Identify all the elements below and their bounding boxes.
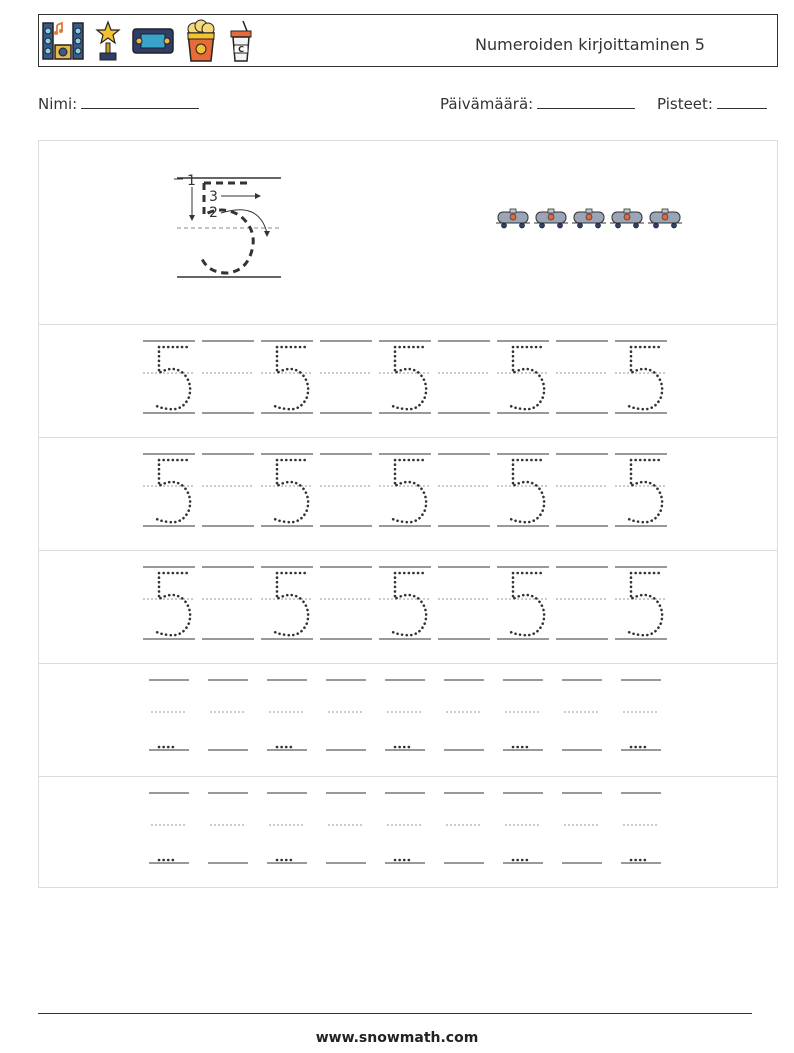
writing-cell[interactable] <box>320 454 372 526</box>
writing-cell[interactable] <box>444 680 484 750</box>
writing-lines <box>39 325 777 438</box>
trace-row <box>39 437 777 551</box>
tank-wagon-icon <box>571 207 607 229</box>
vhs-tape-icon <box>131 19 175 63</box>
writing-cell[interactable] <box>556 454 608 526</box>
stroke-label-3: 3 <box>209 189 218 205</box>
writing-cell[interactable] <box>385 793 425 863</box>
writing-cell[interactable] <box>202 454 254 526</box>
footer-url[interactable]: www.snowmath.com <box>315 1030 479 1046</box>
traceable-digit-cell[interactable] <box>615 567 667 639</box>
blank-practice-row <box>39 663 777 777</box>
date-line[interactable] <box>537 94 635 109</box>
blank-practice-row <box>39 776 777 890</box>
writing-cell[interactable] <box>621 680 661 750</box>
worksheet-header <box>38 14 778 67</box>
writing-cell[interactable] <box>562 793 602 863</box>
writing-cell[interactable] <box>202 341 254 413</box>
writing-lines <box>39 777 777 890</box>
writing-cell[interactable] <box>503 793 543 863</box>
traceable-digit-cell[interactable] <box>261 341 313 413</box>
traceable-digit-cell[interactable] <box>379 341 431 413</box>
writing-cell[interactable] <box>444 793 484 863</box>
writing-cell[interactable] <box>326 680 366 750</box>
trace-row <box>39 324 777 438</box>
writing-cell[interactable] <box>267 793 307 863</box>
writing-cell[interactable] <box>556 567 608 639</box>
counting-objects <box>495 207 683 229</box>
score-field <box>657 94 767 113</box>
traceable-digit-cell[interactable] <box>615 341 667 413</box>
speakers-music-icon <box>41 19 85 63</box>
tank-wagon-icon <box>609 207 645 229</box>
writing-cell[interactable] <box>621 793 661 863</box>
popcorn-icon <box>185 19 217 63</box>
writing-cell[interactable] <box>438 341 490 413</box>
date-label: Päivämäärä: <box>440 95 534 113</box>
traceable-digit-cell[interactable] <box>261 454 313 526</box>
footer-divider <box>38 1013 752 1014</box>
writing-cell[interactable] <box>438 454 490 526</box>
writing-cell[interactable] <box>503 680 543 750</box>
tank-wagon-icon <box>533 207 569 229</box>
trophy-icon <box>95 19 121 63</box>
name-field <box>38 94 199 113</box>
traceable-digit-cell[interactable] <box>497 341 549 413</box>
name-line[interactable] <box>81 94 199 109</box>
writing-lines <box>39 664 777 777</box>
writing-cell[interactable] <box>326 793 366 863</box>
stroke-label-2: 2 <box>209 205 218 221</box>
traceable-digit-cell[interactable] <box>497 567 549 639</box>
traceable-digit-cell[interactable] <box>615 454 667 526</box>
writing-cell[interactable] <box>438 567 490 639</box>
writing-cell[interactable] <box>267 680 307 750</box>
traceable-digit-cell[interactable] <box>379 454 431 526</box>
score-label: Pisteet: <box>657 95 713 113</box>
traceable-digit-cell[interactable] <box>143 454 195 526</box>
traceable-digit-cell[interactable] <box>143 567 195 639</box>
practice-grid <box>38 140 778 888</box>
svg-text:C: C <box>238 45 244 54</box>
stroke-order-guide <box>169 163 309 303</box>
traceable-digit-cell[interactable] <box>261 567 313 639</box>
traceable-digit-cell[interactable] <box>379 567 431 639</box>
tank-wagon-icon <box>495 207 531 229</box>
trace-row <box>39 550 777 664</box>
writing-cell[interactable] <box>149 793 189 863</box>
writing-cell[interactable] <box>385 680 425 750</box>
writing-cell[interactable] <box>208 793 248 863</box>
traceable-digit-cell[interactable] <box>497 454 549 526</box>
stroke-label-1: 1 <box>187 173 196 189</box>
date-field <box>440 94 635 113</box>
writing-cell[interactable] <box>556 341 608 413</box>
tank-wagon-icon <box>647 207 683 229</box>
writing-lines <box>39 438 777 551</box>
writing-cell[interactable] <box>208 680 248 750</box>
soda-cup-icon <box>227 19 255 63</box>
writing-cell[interactable] <box>320 341 372 413</box>
writing-cell[interactable] <box>202 567 254 639</box>
worksheet-title: Numeroiden kirjoittaminen 5 <box>475 35 705 54</box>
name-label: Nimi: <box>38 95 78 113</box>
writing-cell[interactable] <box>149 680 189 750</box>
demo-row <box>39 141 777 324</box>
writing-lines <box>39 551 777 664</box>
writing-cell[interactable] <box>320 567 372 639</box>
traceable-digit-cell[interactable] <box>143 341 195 413</box>
header-icons <box>41 19 255 63</box>
writing-cell[interactable] <box>562 680 602 750</box>
score-line[interactable] <box>717 94 767 109</box>
